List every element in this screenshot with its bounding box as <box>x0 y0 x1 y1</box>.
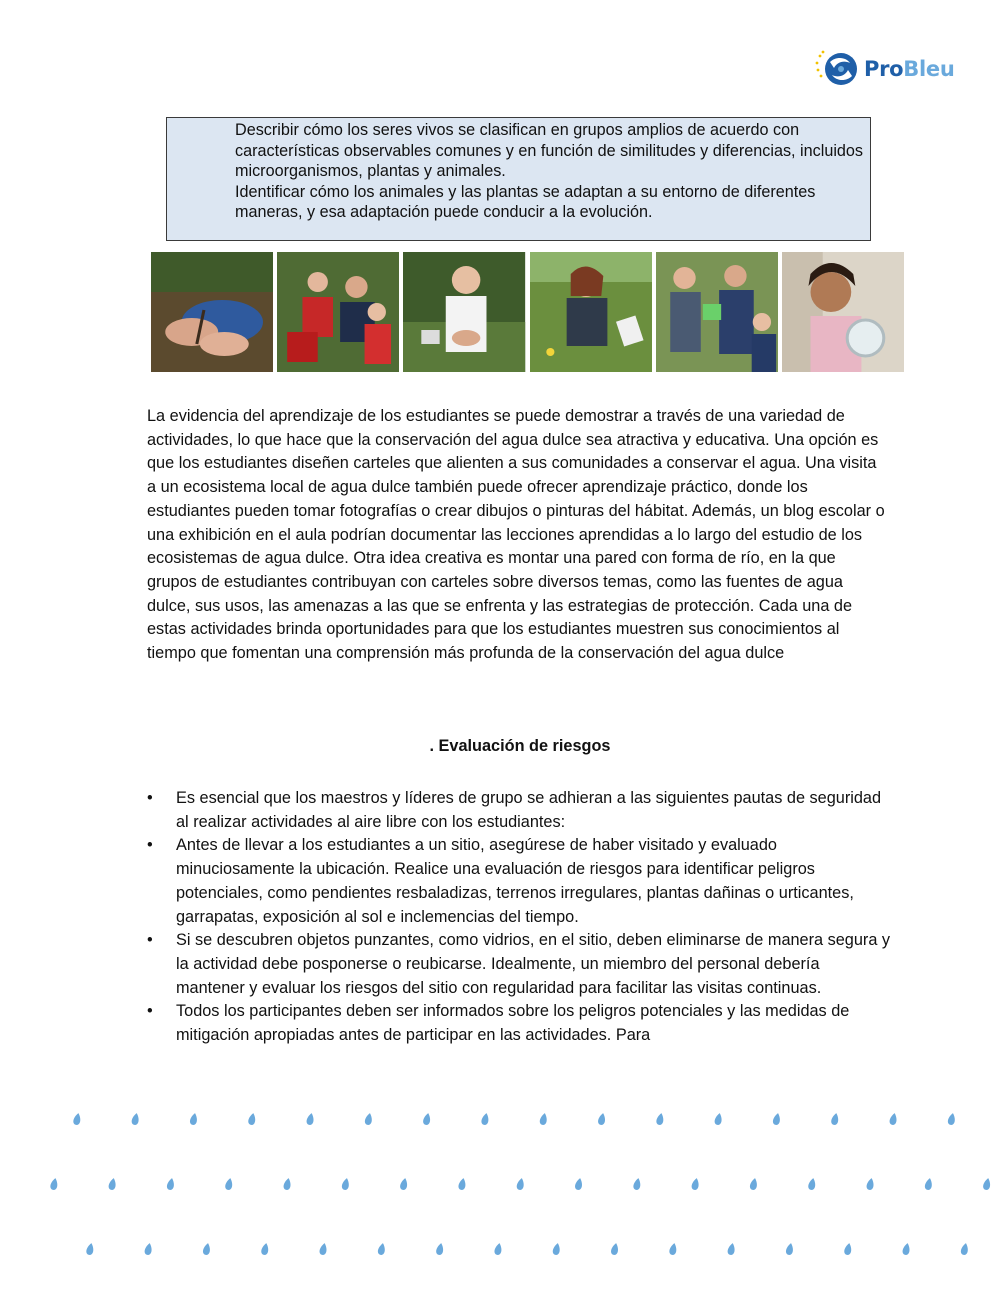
safety-bullet-list <box>147 787 892 1048</box>
water-drop-icon <box>73 1112 82 1125</box>
water-drop-icon <box>669 1242 678 1255</box>
bullet-icon: • <box>147 836 153 855</box>
water-drop-icon <box>889 1112 898 1125</box>
water-drop-icon <box>131 1112 140 1125</box>
water-drop-icon <box>202 1242 211 1255</box>
water-drop-icon <box>785 1242 794 1255</box>
photo-children-in-red <box>277 252 399 372</box>
water-drop-icon <box>610 1242 619 1255</box>
water-drop-icon <box>248 1112 257 1125</box>
objective-text: Identificar cómo los animales y las plantas se adaptan a su entorno de diferentes maneras, y esa adaptación puede conducir a la evolución. <box>235 182 816 222</box>
list-item: • Todos los participantes deben ser informados sobre los peligros potenciales y las medidas de mitigación apropiadas antes de participar en las actividades. Para <box>147 1002 850 1045</box>
water-drop-icon <box>574 1177 583 1190</box>
water-drop-icon <box>377 1242 386 1255</box>
logo-wordmark: ProBleu <box>864 57 955 81</box>
water-drop-icon <box>225 1177 234 1190</box>
water-drop-icon <box>844 1242 853 1255</box>
objective-text: Describir cómo los seres vivos se clasifican en grupos amplios de acuerdo con características observables comunes y en función de similitudes y diferencias, incluidos microorganismos, plantas y animales. <box>235 121 864 181</box>
water-drop-icon <box>306 1112 315 1125</box>
water-drop-icon <box>902 1242 911 1255</box>
water-drop-icon <box>458 1177 467 1190</box>
photo-teacher-on-grass <box>530 252 652 372</box>
learning-objectives-box <box>166 117 871 241</box>
water-drop-icon <box>597 1112 606 1125</box>
water-drop-icon <box>319 1242 328 1255</box>
water-drop-icon <box>364 1112 373 1125</box>
water-drop-icon <box>633 1177 642 1190</box>
water-drop-icon <box>982 1177 991 1190</box>
water-drop-icon <box>261 1242 270 1255</box>
water-drop-icon <box>714 1112 723 1125</box>
water-drop-icon <box>772 1112 781 1125</box>
list-item: • Si se descubren objetos punzantes, como vidrios, en el sitio, deben eliminarse de manera segura y la actividad debe posponerse o reubicarse. Idealmente, un miembro del personal debería mantener y evaluar los riesgos del sitio con regularidad para facilitar las visitas continuas. <box>147 931 891 997</box>
water-drop-icon <box>341 1177 350 1190</box>
water-drop-icon <box>494 1242 503 1255</box>
water-drop-icon <box>189 1112 198 1125</box>
bullet-icon: • <box>147 1002 153 1021</box>
risk-assessment-heading: . Evaluación de riesgos <box>429 737 611 755</box>
water-drop-icon <box>399 1177 408 1190</box>
water-drop-icon <box>539 1112 548 1125</box>
water-drop-icon <box>749 1177 758 1190</box>
water-drop-icon <box>166 1177 175 1190</box>
photo-hands-with-worm <box>151 252 273 372</box>
activity-photo-strip <box>151 252 904 372</box>
photo-girl-with-jar <box>782 252 904 372</box>
water-drop-icon <box>516 1177 525 1190</box>
water-drop-icon <box>108 1177 117 1190</box>
water-drop-icon <box>283 1177 292 1190</box>
learning-evidence-paragraph: La evidencia del aprendizaje de los estudiantes se puede demostrar a través de una variedad de actividades, lo que hace que la conservación del agua dulce sea atractiva y educativa. Una opción es que los estudiantes diseñen carteles que alienten a sus comunidades a conservar el agua. Una visita a un ecosistema local de agua dulce también puede ofrecer aprendizaje práctico, donde los estudiantes pueden tomar fotografías o crear dibujos o pinturas del hábitat. Además, un blog escolar o una exhibición en el aula podrían documentar las lecciones aprendidas a lo largo del estudio de los ecosistemas de agua dulce. Otra idea creativa es montar una pared con forma de río, en la que grupos de estudiantes contribuyan con carteles sobre diversos temas, como las fuentes de agua dulce, sus usos, las amenazas a las que se enfrenta y las estrategias de protección. Cada una de estas actividades brinda oportunidades para que los estudiantes muestren sus conocimientos al tiempo que fomentan una comprensión más profunda de la conservación del agua dulce <box>147 407 885 663</box>
list-item: • Es esencial que los maestros y líderes de grupo se adhieran a las siguientes pautas de seguridad al realizar actividades al aire libre con los estudiantes: <box>147 789 882 831</box>
bullet-icon: • <box>147 931 153 950</box>
water-drop-icon <box>552 1242 561 1255</box>
water-drop-icon <box>924 1177 933 1190</box>
water-drop-icon <box>727 1242 736 1255</box>
water-drop-icon <box>422 1112 431 1125</box>
water-drop-icon <box>50 1177 59 1190</box>
water-drop-icon <box>947 1112 956 1125</box>
water-drop-icon <box>960 1242 969 1255</box>
water-drop-icon <box>86 1242 95 1255</box>
water-drop-icon <box>691 1177 700 1190</box>
water-drop-pattern <box>0 1100 1000 1270</box>
water-drop-icon <box>144 1242 153 1255</box>
water-drop-icon <box>808 1177 817 1190</box>
list-item: • Antes de llevar a los estudiantes a un sitio, asegúrese de haber visitado y evaluado minuciosamente la ubicación. Realice una evaluación de riesgos para identificar peligros potenciales, como pendientes resbaladizas, terrenos irregulares, plantas dañinas o urticantes, garrapatas, exposición al sol e inclemencias del tiempo. <box>147 836 854 926</box>
water-drop-icon <box>656 1112 665 1125</box>
water-drop-icon <box>866 1177 875 1190</box>
photo-group-looking-at-bottle <box>656 252 778 372</box>
water-drop-icon <box>481 1112 490 1125</box>
water-drop-icon <box>435 1242 444 1255</box>
bullet-icon: • <box>147 789 153 807</box>
photo-boy-holding-specimen <box>403 252 525 372</box>
water-drop-icon <box>831 1112 840 1125</box>
probleu-emblem-icon <box>814 48 860 90</box>
probleu-logo <box>814 48 964 90</box>
